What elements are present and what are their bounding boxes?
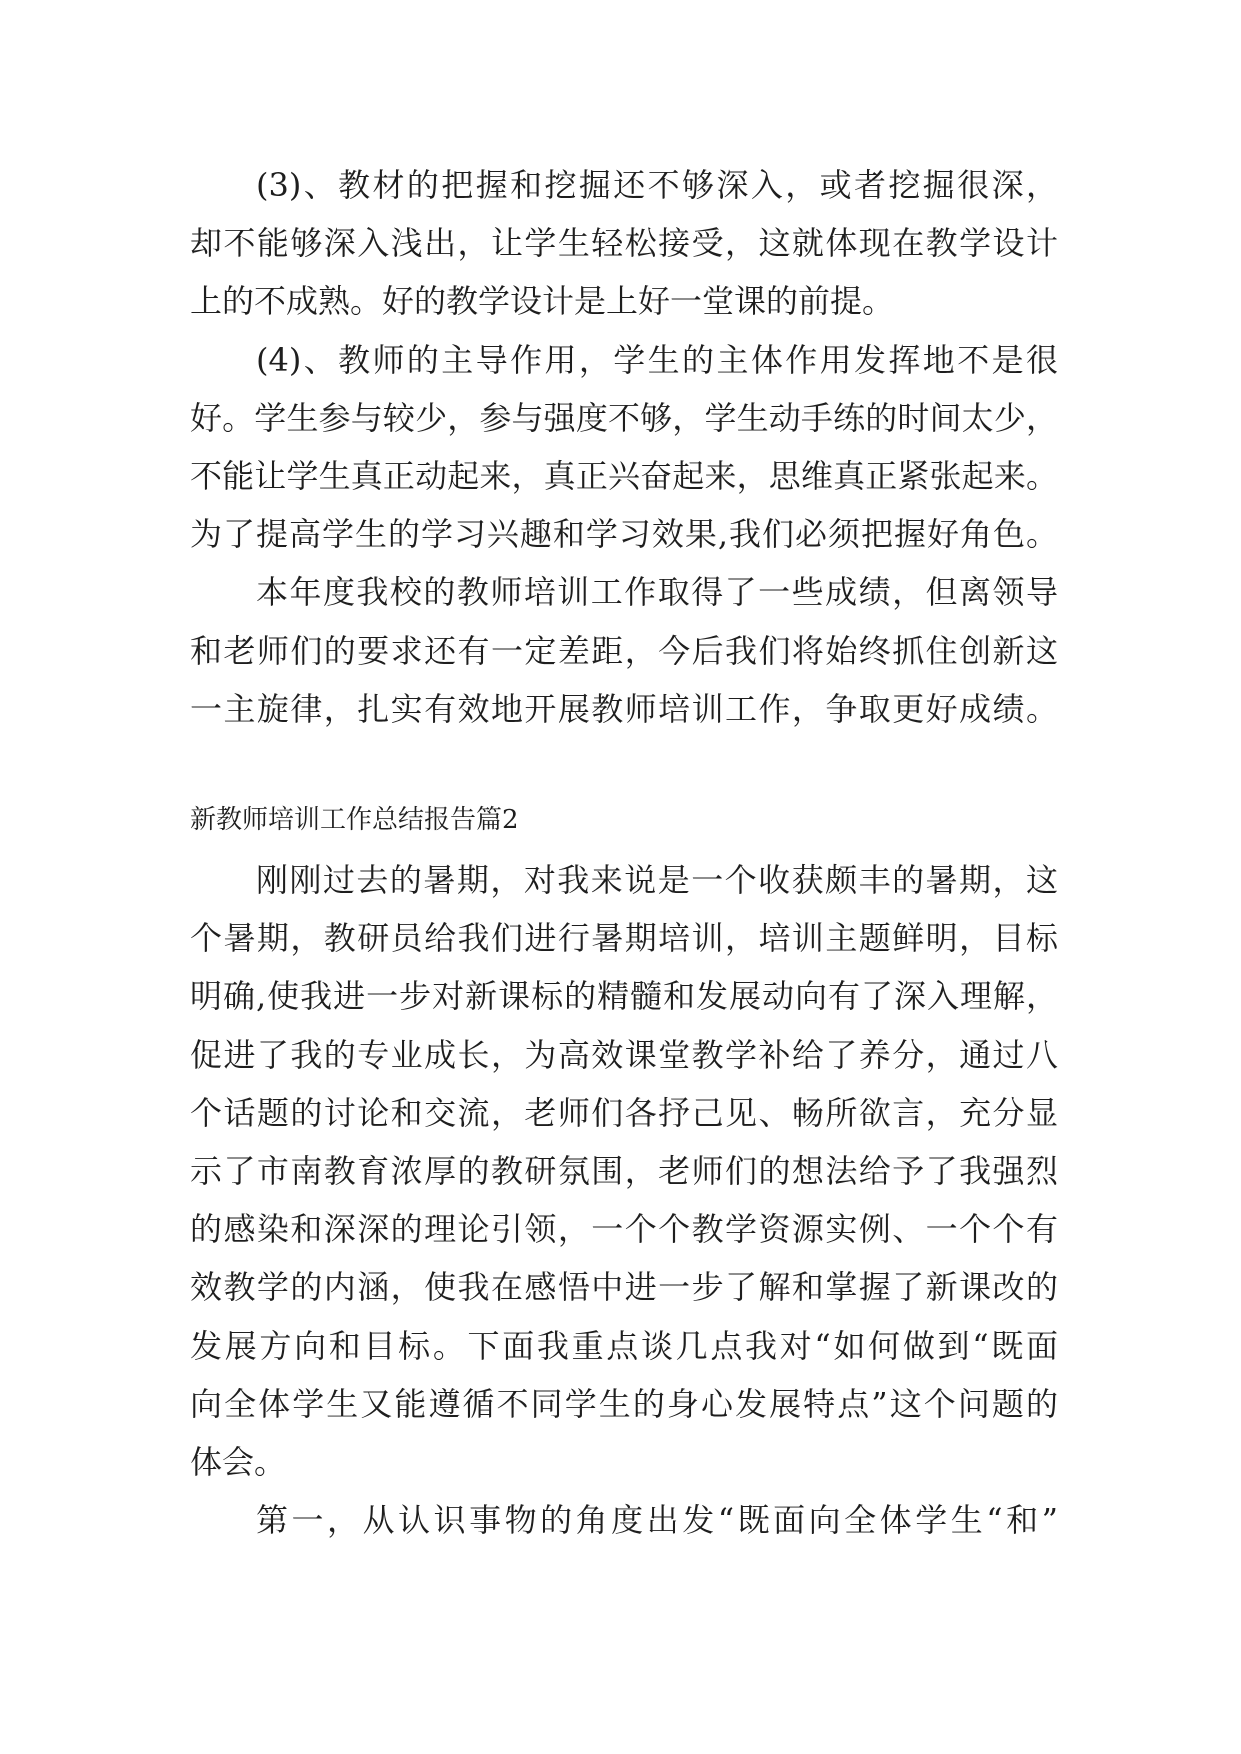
- paragraph-line: 好。学生参与较少，参与强度不够，学生动手练的时间太少，: [190, 398, 1058, 437]
- paragraph-line: 刚刚过去的暑期，对我来说是一个收获颇丰的暑期，这: [256, 861, 1058, 899]
- paragraph-line: 上的不成熟。好的教学设计是上好一堂课的前提。: [190, 282, 895, 321]
- paragraph-line: 一主旋律，扎实有效地开展教师培训工作，争取更好成绩。: [190, 689, 1058, 728]
- paragraph: [190, 851, 1058, 1491]
- paragraph-line: (4)、教师的主导作用，学生的主体作用发挥地不是很: [256, 340, 1058, 379]
- paragraph-line: 发展方向和目标。下面我重点谈几点我对“如何做到“既面: [190, 1326, 1058, 1365]
- paragraph-line: 却不能够深入浅出，让学生轻松接受，这就体现在教学设计: [190, 224, 1058, 263]
- paragraph: [190, 563, 1058, 738]
- paragraph-line: 为了提高学生的学习兴趣和学习效果,我们必须把握好角色。: [190, 515, 1058, 554]
- paragraph: [190, 1491, 1058, 1549]
- paragraph-line: 本年度我校的教师培训工作取得了一些成绩，但离领导: [256, 573, 1058, 612]
- paragraph-line: 示了市南教育浓厚的教研氛围，老师们的想法给予了我强烈: [190, 1151, 1058, 1190]
- paragraph-line: 个暑期，教研员给我们进行暑期培训，培训主题鲜明，目标: [190, 919, 1058, 958]
- paragraph-line: 不能让学生真正动起来，真正兴奋起来，思维真正紧张起来。: [190, 456, 1058, 495]
- paragraph-line: 第一，从认识事物的角度出发“既面向全体学生“和”: [256, 1501, 1058, 1540]
- section-1: [190, 156, 1058, 738]
- paragraph-line: 明确,使我进一步对新课标的精髓和发展动向有了深入理解，: [190, 977, 1058, 1016]
- paragraph-line: 向全体学生又能遵循不同学生的身心发展特点”这个问题的: [190, 1384, 1058, 1423]
- paragraph-line: 促进了我的专业成长，为高效课堂教学补给了养分，通过八: [190, 1035, 1058, 1074]
- paragraph-line: 体会。: [190, 1442, 287, 1481]
- section-heading: 新教师培训工作总结报告篇2: [190, 805, 519, 835]
- paragraph-line: 和老师们的要求还有一定差距，今后我们将始终抓住创新这: [190, 631, 1058, 670]
- section-2: [190, 851, 1058, 1549]
- paragraph: [190, 331, 1058, 564]
- paragraph-line: 个话题的讨论和交流，老师们各抒己见、畅所欲言，充分显: [190, 1093, 1058, 1132]
- paragraph-line: 的感染和深深的理论引领，一个个教学资源实例、一个个有: [190, 1210, 1058, 1249]
- paragraph-line: (3)、教材的把握和挖掘还不够深入，或者挖掘很深，: [256, 166, 1058, 204]
- paragraph: [190, 156, 1058, 331]
- paragraph-line: 效教学的内涵，使我在感悟中进一步了解和掌握了新课改的: [190, 1268, 1058, 1307]
